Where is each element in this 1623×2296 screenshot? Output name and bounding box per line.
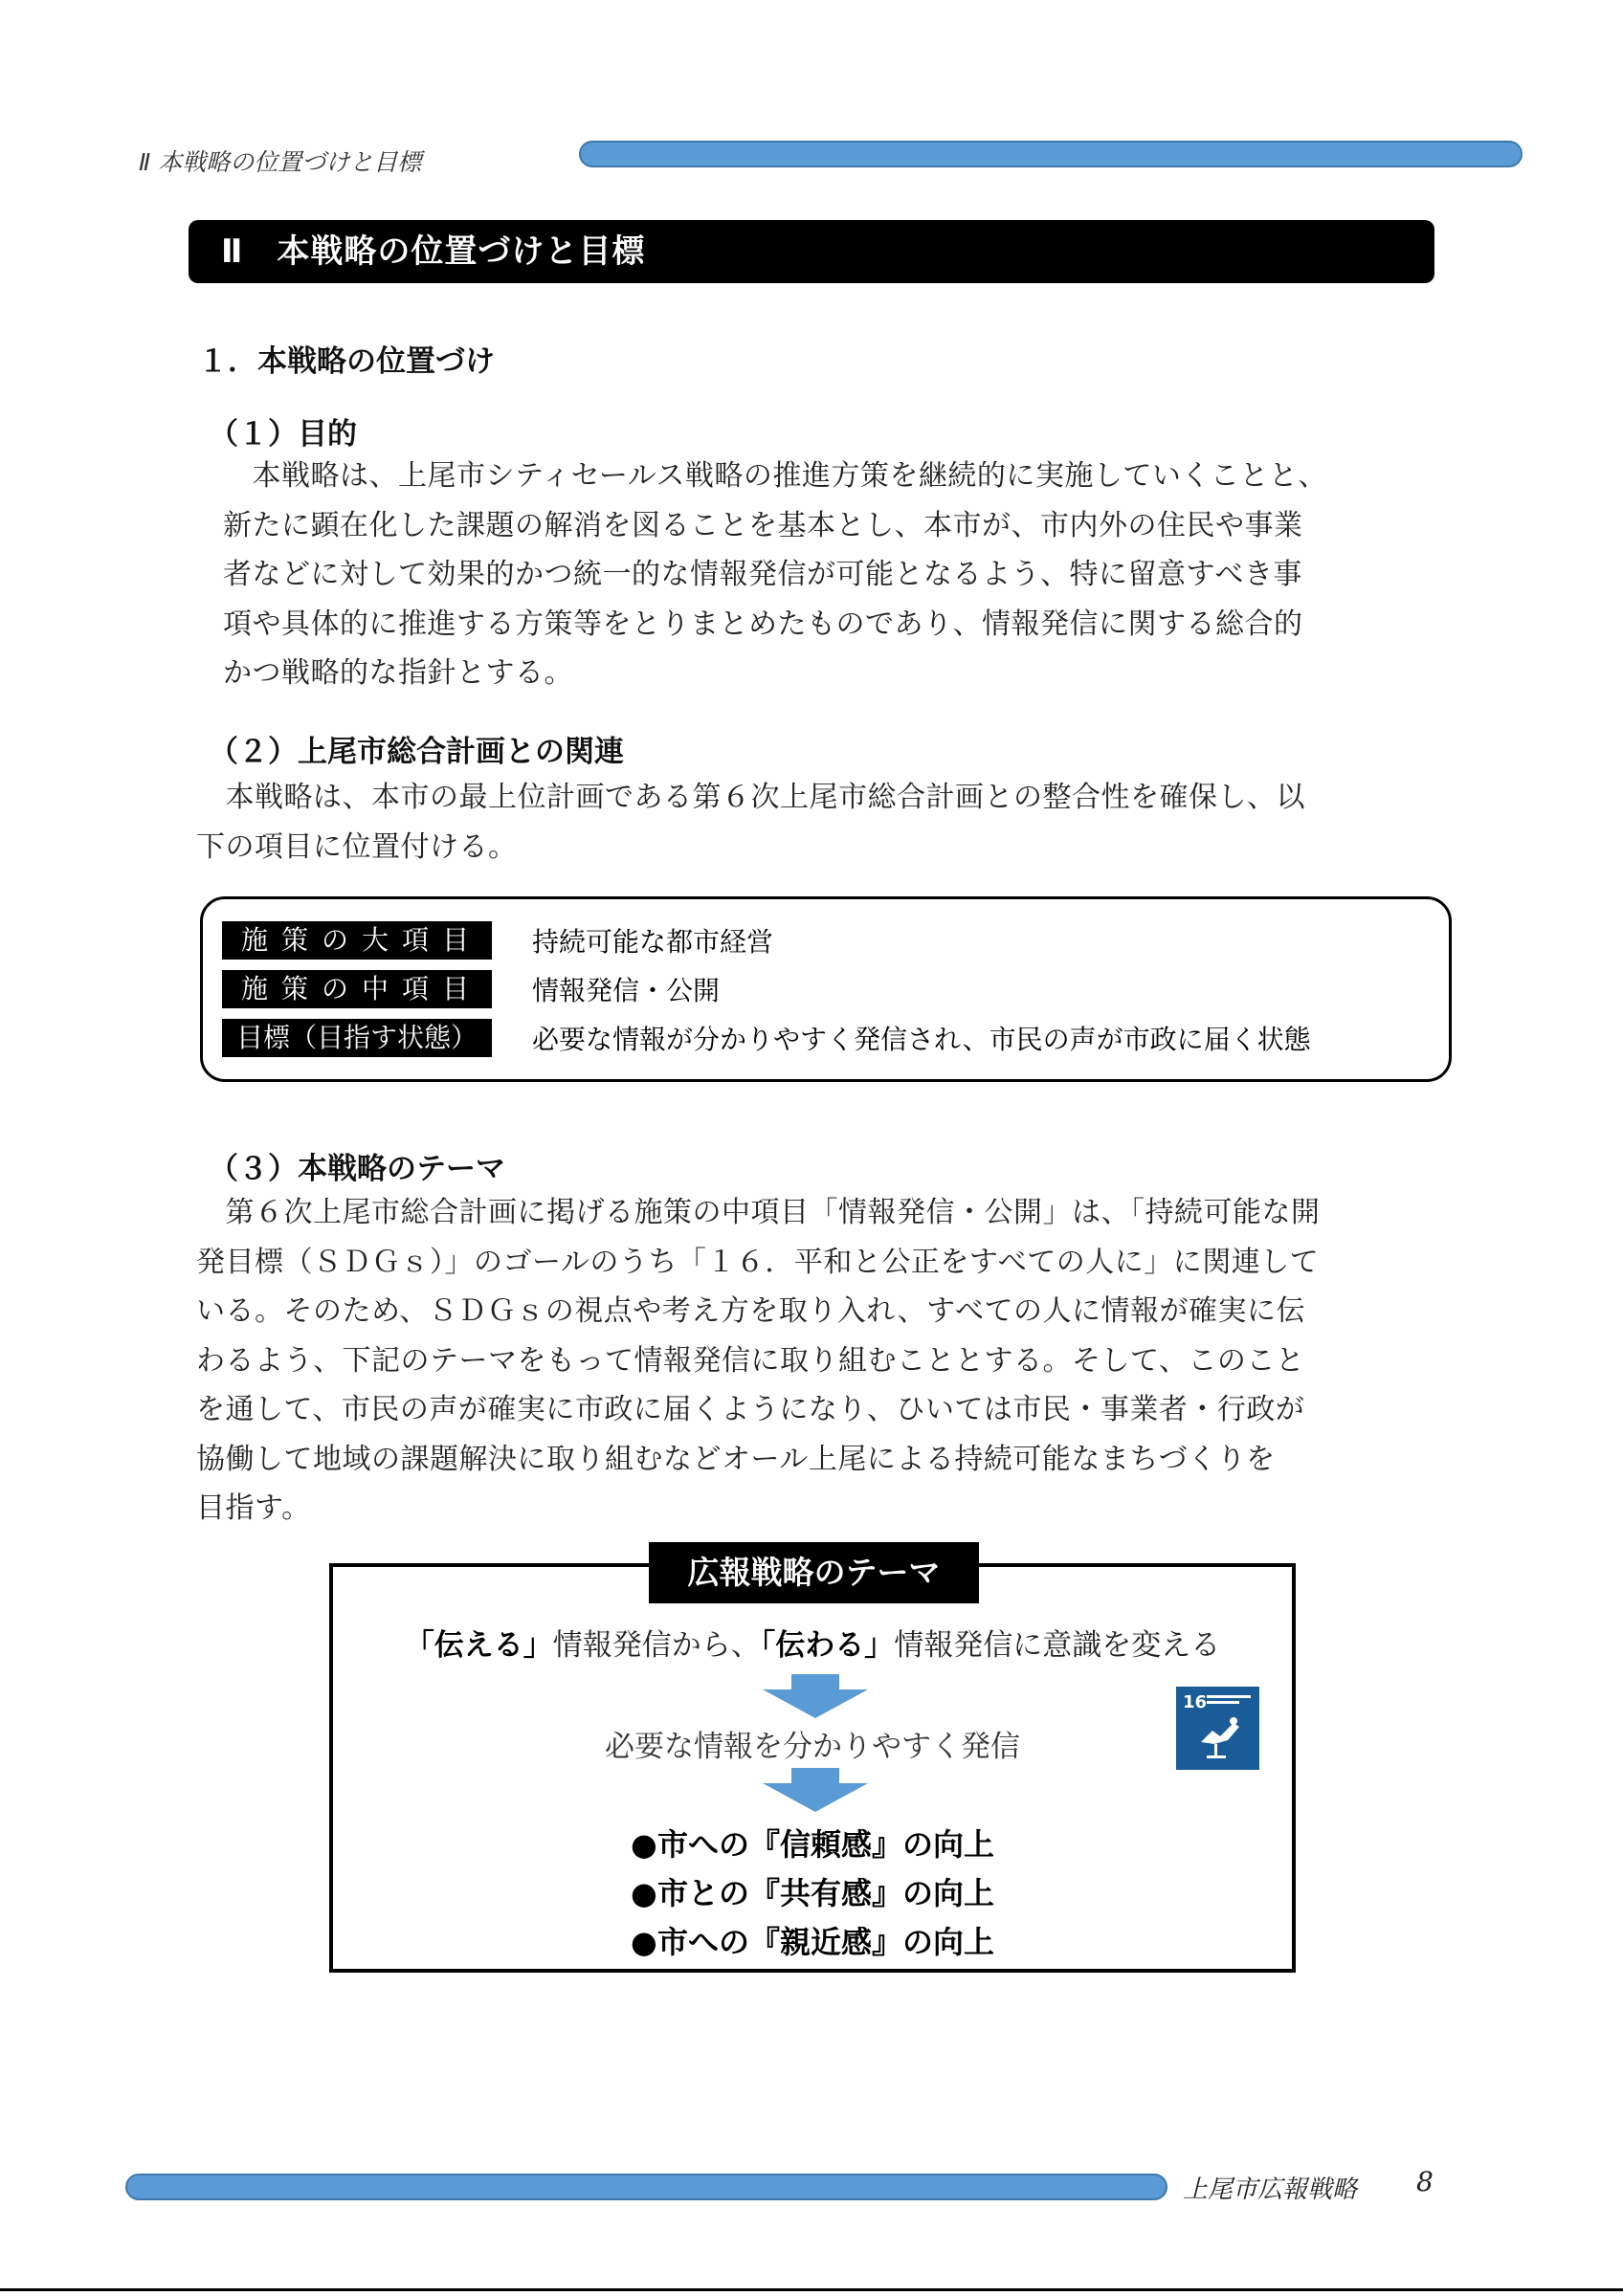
theme-paragraph: 第６次上尾市総合計画に掲げる施策の中項目「情報発信・公開」は、「持続可能な開 発目標（ＳＤＧｓ）」のゴールのうち「１６．平和と公正をすべての人に」に関連して いる。そのため、ＳＤＧｓの視点や考え方を取り入れ、すべての人に情報が確実に伝 わるよう、下記のテーマをもって情報発信に取り組むこととする。そして、このこと を通して、市民の声が確実に市政に届くようになり、ひいては市民・事業者・行政が 協働して地域の課題解決に取り組むなどオール上尾による持続可能なまちづくりを 目指す。 — [196, 1196, 1321, 1525]
theme-bullet-sharing: ●市との『共有感』の向上 — [631, 1875, 994, 1911]
theme-bullet-affinity: ●市への『親近感』の向上 — [631, 1924, 994, 1960]
footer-document-title: 上尾市広報戦略 — [1183, 2175, 1358, 2204]
policy-row-value: 必要な情報が分かりやすく発信され、市民の声が市政に届く状態 — [532, 1024, 1311, 1055]
theme-main-message — [329, 1621, 1296, 1664]
sdg-16-icon — [1176, 1687, 1259, 1770]
theme-bullet-trust: ●市への『信頼感』の向上 — [631, 1826, 994, 1863]
theme-text: 情報発信に意識を変える — [894, 1628, 1221, 1663]
header-decorative-bar — [579, 141, 1523, 167]
chapter-title: Ⅱ 本戦略の位置づけと目標 — [189, 220, 1434, 283]
theme-box-title: 広報戦略のテーマ — [649, 1542, 979, 1603]
policy-row-label: 施策の大項目 — [222, 921, 492, 960]
purpose-paragraph: 本戦略は、上尾市シティセールス戦略の推進方策を継続的に実施していくことと、 新たに顕在化した課題の解消を図ることを基本とし、本市が、市内外の住民や事業 者などに対して効果的かつ統一的な情報発信が可能となるよう、特に留意すべき事 項や具体的に推進する方策等をとりまとめたものであり、情報発信に関する総合的 かつ戦略的な指針とする。 — [223, 459, 1327, 690]
policy-row — [222, 921, 773, 960]
subsection-heading-plan-relation: （２）上尾市総合計画との関連 — [209, 735, 624, 769]
policy-row-value: 持続可能な都市経営 — [532, 926, 774, 958]
subsection-heading-theme: （３）本戦略のテーマ — [209, 1152, 505, 1186]
running-header: Ⅱ 本戦略の位置づけと目標 — [139, 148, 422, 176]
down-arrow-icon — [763, 1768, 868, 1812]
subsection-heading-purpose: （１）目的 — [209, 417, 357, 452]
section-heading: １．本戦略の位置づけ — [198, 344, 495, 379]
theme-keyword-tsutawaru: 「伝わる」 — [760, 1628, 895, 1663]
policy-row — [222, 1019, 1311, 1057]
page-number: 8 — [1416, 2166, 1434, 2197]
down-arrow-icon — [763, 1674, 868, 1718]
theme-text: 情報発信から、 — [552, 1628, 761, 1663]
policy-position-box — [200, 896, 1452, 1082]
policy-row-label: 施策の中項目 — [222, 970, 492, 1008]
footer-decorative-bar — [125, 2174, 1167, 2200]
policy-row-label: 目標（目指す状態） — [222, 1019, 492, 1057]
policy-row-value: 情報発信・公開 — [532, 975, 721, 1006]
policy-row — [222, 970, 720, 1008]
page-bottom-rule — [0, 2288, 1623, 2291]
svg-text:16: 16 — [1183, 1692, 1208, 1712]
plan-relation-paragraph: 本戦略は、本市の最上位計画である第６次上尾市総合計画との整合性を確保し、以 下の項目に位置付ける。 — [196, 781, 1305, 864]
theme-keyword-tsutaeru: 「伝える」 — [404, 1628, 553, 1663]
theme-middle-message: 必要な情報を分かりやすく発信 — [605, 1730, 1020, 1764]
